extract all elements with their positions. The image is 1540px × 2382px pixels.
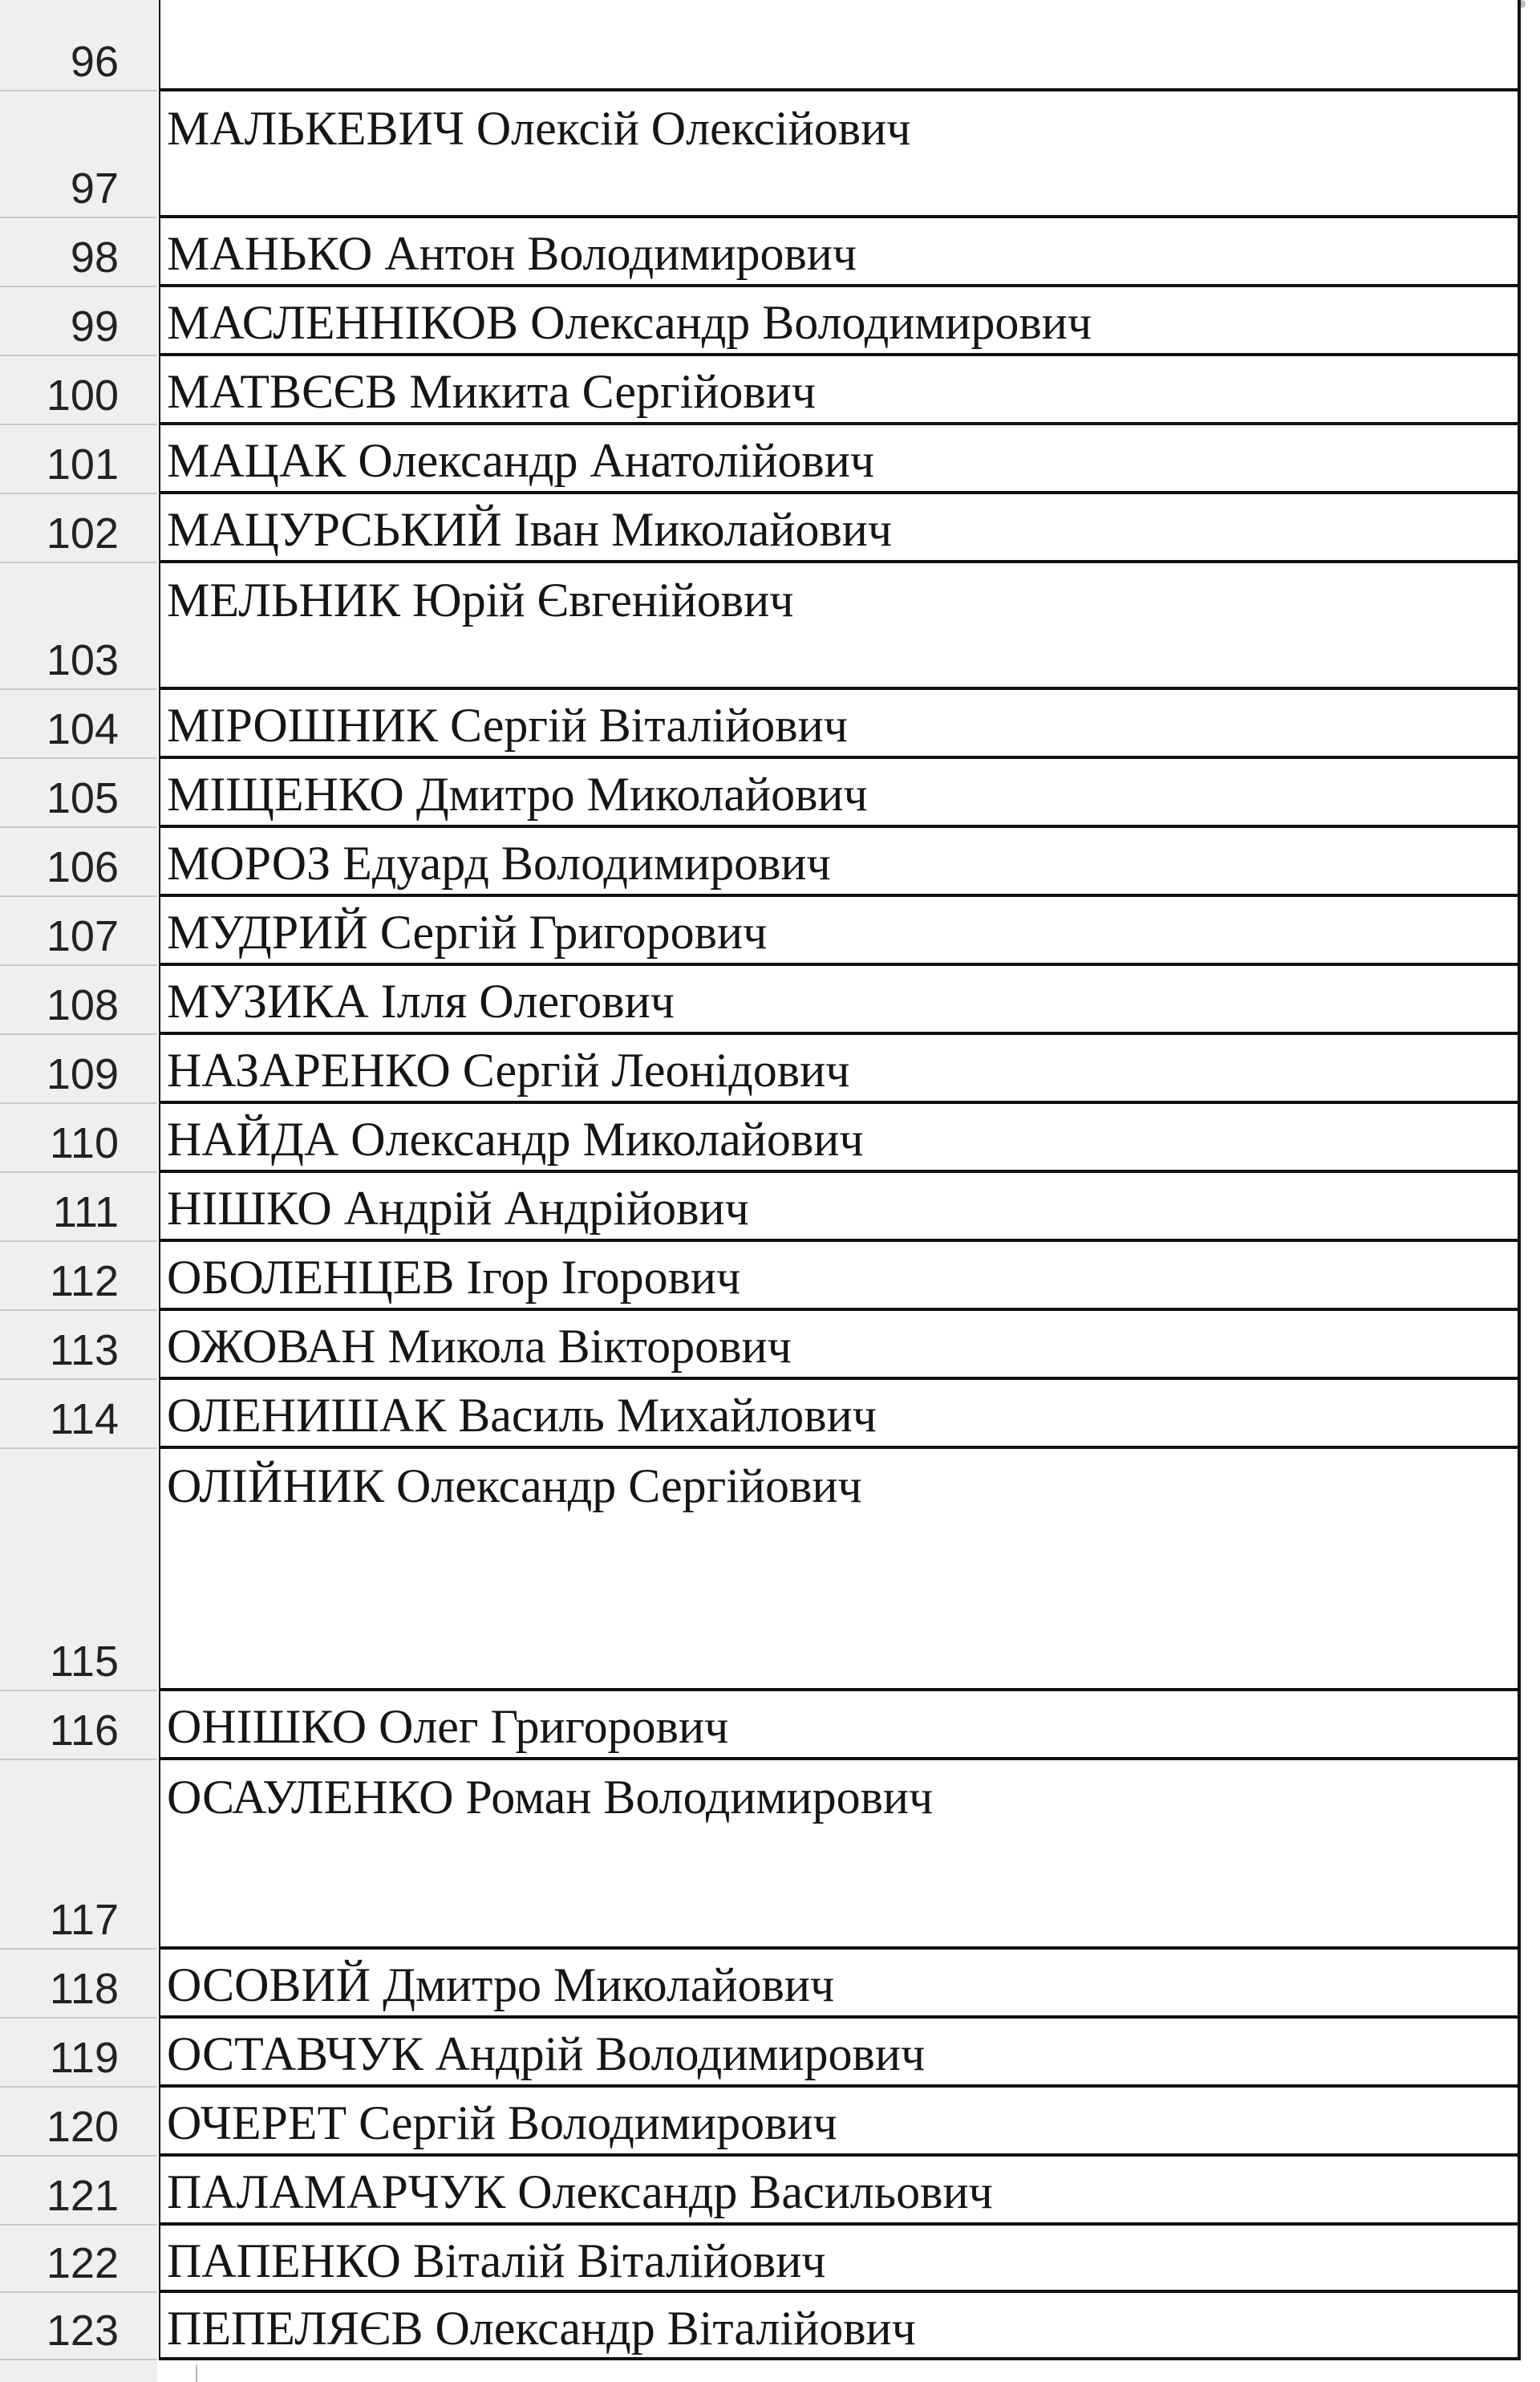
row-number: 116 xyxy=(49,1706,119,1755)
column-border xyxy=(1518,1950,1521,2019)
table-row[interactable] xyxy=(0,356,1540,425)
table-row[interactable] xyxy=(0,494,1540,563)
table-row[interactable] xyxy=(0,91,1540,218)
row-header[interactable] xyxy=(0,1691,157,1760)
cell-text: МАЦАК Олександр Анатолійович xyxy=(167,434,875,487)
cell-text: МАЦУРСЬКИЙ Іван Миколайович xyxy=(167,503,893,556)
table-row[interactable] xyxy=(0,759,1540,828)
name-cell[interactable] xyxy=(159,966,1518,1035)
column-border xyxy=(1518,218,1521,287)
table-row[interactable] xyxy=(0,966,1540,1035)
table-row[interactable] xyxy=(0,1173,1540,1242)
column-border xyxy=(1518,91,1521,218)
row-header[interactable] xyxy=(0,828,157,897)
cell-text: ОСАУЛЕНКО Роман Володимирович xyxy=(167,1771,934,1824)
column-border xyxy=(1518,1449,1521,1691)
row-number: 114 xyxy=(49,1395,119,1443)
table-row[interactable] xyxy=(0,1950,1540,2019)
table-row[interactable] xyxy=(0,1035,1540,1104)
name-cell[interactable] xyxy=(159,1691,1518,1760)
column-border xyxy=(1518,966,1521,1035)
name-cell[interactable] xyxy=(159,218,1518,287)
name-cell[interactable] xyxy=(159,1035,1518,1104)
column-border xyxy=(1518,494,1521,563)
name-cell[interactable] xyxy=(159,1950,1518,2019)
row-number: 115 xyxy=(49,1637,119,1686)
row-number: 117 xyxy=(49,1896,119,1944)
cell-text: ПЕПЕЛЯЄВ Олександр Віталійович xyxy=(167,2302,916,2355)
name-cell[interactable] xyxy=(159,2293,1518,2360)
cell-text: ОБОЛЕНЦЕВ Ігор Ігорович xyxy=(167,1251,741,1304)
column-border xyxy=(1518,1691,1521,1760)
row-number: 122 xyxy=(46,2239,119,2287)
row-number: 111 xyxy=(52,1188,119,1236)
column-border xyxy=(1518,897,1521,966)
table-row[interactable] xyxy=(0,1691,1540,1760)
column-border xyxy=(1518,690,1521,759)
column-border xyxy=(1518,1242,1521,1311)
cell-text: МУДРИЙ Сергій Григорович xyxy=(167,906,768,959)
row-header[interactable] xyxy=(0,966,157,1035)
table-row[interactable] xyxy=(0,1311,1540,1380)
row-number: 112 xyxy=(49,1257,119,1305)
row-header[interactable] xyxy=(0,494,157,563)
column-border xyxy=(1518,2226,1521,2293)
column-border xyxy=(1518,1760,1521,1950)
row-number: 118 xyxy=(49,1965,119,2013)
row-number: 103 xyxy=(46,636,119,684)
row-number: 97 xyxy=(70,164,119,213)
column-border xyxy=(1518,2088,1521,2157)
table-row[interactable] xyxy=(0,2088,1540,2157)
cell-text: ОЖОВАН Микола Вікторович xyxy=(167,1320,792,1373)
column-border xyxy=(1518,0,1521,91)
row-header[interactable] xyxy=(0,759,157,828)
column-border xyxy=(1518,1035,1521,1104)
row-header[interactable] xyxy=(0,2293,157,2360)
cell-text: МАТВЄЄВ Микита Сергійович xyxy=(167,365,817,418)
row-header[interactable] xyxy=(0,2088,157,2157)
row-number: 102 xyxy=(46,509,119,558)
cell-text: НАЙДА Олександр Миколайович xyxy=(167,1113,864,1166)
row-header[interactable] xyxy=(0,2157,157,2226)
column-border xyxy=(1518,2293,1521,2360)
row-number: 110 xyxy=(49,1119,119,1167)
table-row[interactable] xyxy=(0,425,1540,494)
name-cell[interactable] xyxy=(159,1760,1518,1950)
table-row[interactable] xyxy=(0,2019,1540,2088)
table-row[interactable] xyxy=(0,1104,1540,1173)
row-number: 123 xyxy=(46,2307,119,2355)
column-border xyxy=(1518,1173,1521,1242)
row-header[interactable] xyxy=(0,1760,157,1950)
row-number: 120 xyxy=(46,2103,119,2151)
row-header[interactable] xyxy=(0,0,157,91)
name-cell[interactable] xyxy=(159,1104,1518,1173)
row-number: 96 xyxy=(70,38,119,86)
next-row-stub xyxy=(0,2360,1540,2382)
cell-text: ОЛІЙНИК Олександр Сергійович xyxy=(167,1459,862,1512)
name-cell[interactable] xyxy=(159,1242,1518,1311)
name-cell[interactable] xyxy=(159,1449,1518,1691)
row-number: 105 xyxy=(46,774,119,822)
cell-text: МАСЛЕННІКОВ Олександр Володимирович xyxy=(167,296,1092,349)
row-number: 98 xyxy=(70,233,119,282)
row-number: 99 xyxy=(70,302,119,351)
name-cell[interactable] xyxy=(159,759,1518,828)
row-header[interactable] xyxy=(0,1104,157,1173)
row-header[interactable] xyxy=(0,1449,157,1691)
name-cell[interactable] xyxy=(159,2226,1518,2293)
column-border xyxy=(1518,2019,1521,2088)
column-border xyxy=(1518,2157,1521,2226)
row-header[interactable] xyxy=(0,563,157,690)
row-number: 121 xyxy=(46,2172,119,2220)
name-cell[interactable] xyxy=(159,356,1518,425)
column-border xyxy=(1518,1311,1521,1380)
name-cell[interactable] xyxy=(159,2019,1518,2088)
row-header-stub xyxy=(0,2360,157,2382)
row-header[interactable] xyxy=(0,1173,157,1242)
row-number: 100 xyxy=(46,371,119,420)
name-cell[interactable] xyxy=(159,1380,1518,1449)
table-row[interactable] xyxy=(0,1380,1540,1449)
cell-text: МОРОЗ Едуард Володимирович xyxy=(167,837,831,890)
name-cell[interactable] xyxy=(159,1311,1518,1380)
row-number: 107 xyxy=(46,912,119,960)
row-number: 104 xyxy=(46,705,119,753)
row-header[interactable] xyxy=(0,356,157,425)
table-row[interactable] xyxy=(0,0,1540,91)
name-cell[interactable] xyxy=(159,690,1518,759)
row-header[interactable] xyxy=(0,2226,157,2293)
column-border xyxy=(1518,828,1521,897)
table-row[interactable] xyxy=(0,828,1540,897)
column-border xyxy=(1518,287,1521,356)
cell-text: МІЩЕНКО Дмитро Миколайович xyxy=(167,768,868,821)
column-border xyxy=(1518,759,1521,828)
row-number: 108 xyxy=(46,981,119,1029)
cell-text: НАЗАРЕНКО Сергій Леонідович xyxy=(167,1044,850,1097)
row-number: 113 xyxy=(49,1326,119,1374)
cell-text: МУЗИКА Ілля Олегович xyxy=(167,975,675,1028)
row-header[interactable] xyxy=(0,1242,157,1311)
row-header[interactable] xyxy=(0,2019,157,2088)
table-row[interactable] xyxy=(0,1449,1540,1691)
column-border xyxy=(1518,563,1521,690)
column-border xyxy=(1518,356,1521,425)
cell-text: ОЛЕНИШАК Василь Михайлович xyxy=(167,1389,877,1442)
name-cell[interactable] xyxy=(159,287,1518,356)
name-cell[interactable] xyxy=(159,91,1518,218)
cell-text: ПАПЕНКО Віталій Віталійович xyxy=(167,2234,826,2287)
row-header[interactable] xyxy=(0,1950,157,2019)
row-header[interactable] xyxy=(0,897,157,966)
row-number: 109 xyxy=(46,1050,119,1098)
column-border xyxy=(1518,1380,1521,1449)
name-cell[interactable] xyxy=(159,0,1518,91)
cell-text: ОЧЕРЕТ Сергій Володимирович xyxy=(167,2096,837,2149)
table-row[interactable] xyxy=(0,218,1540,287)
name-cell[interactable] xyxy=(159,1173,1518,1242)
name-cell[interactable] xyxy=(159,494,1518,563)
cell-text: ПАЛАМАРЧУК Олександр Васильович xyxy=(167,2165,993,2218)
row-header[interactable] xyxy=(0,287,157,356)
cell-text: МАНЬКО Антон Володимирович xyxy=(167,227,857,280)
row-header[interactable] xyxy=(0,425,157,494)
cell-text: МІРОШНИК Сергій Віталійович xyxy=(167,699,848,752)
row-number: 101 xyxy=(46,440,119,489)
cell-text: НІШКО Андрій Андрійович xyxy=(167,1182,749,1235)
row-number: 119 xyxy=(49,2034,119,2082)
cell-text: МЕЛЬНИК Юрій Євгенійович xyxy=(167,574,794,627)
row-header[interactable] xyxy=(0,91,157,218)
table-row[interactable] xyxy=(0,1242,1540,1311)
column-border xyxy=(1518,1104,1521,1173)
grid-line xyxy=(196,2365,197,2382)
name-cell[interactable] xyxy=(159,828,1518,897)
table-row[interactable] xyxy=(0,690,1540,759)
name-cell[interactable] xyxy=(159,2088,1518,2157)
name-cell[interactable] xyxy=(159,897,1518,966)
table-row[interactable] xyxy=(0,2293,1540,2360)
table-row[interactable] xyxy=(0,897,1540,966)
row-header[interactable] xyxy=(0,1035,157,1104)
table-row[interactable] xyxy=(0,1760,1540,1950)
table-row[interactable] xyxy=(0,2226,1540,2293)
row-header[interactable] xyxy=(0,690,157,759)
cell-text: ОСОВИЙ Дмитро Миколайович xyxy=(167,1958,835,2011)
cell-text: МАЛЬКЕВИЧ Олексій Олексійович xyxy=(167,102,911,155)
cell-text: ОНІШКО Олег Григорович xyxy=(167,1700,729,1753)
row-number: 106 xyxy=(46,843,119,891)
cell-text: ОСТАВЧУК Андрій Володимирович xyxy=(167,2027,926,2080)
name-cell[interactable] xyxy=(159,425,1518,494)
row-header[interactable] xyxy=(0,218,157,287)
row-header[interactable] xyxy=(0,1311,157,1380)
table-row[interactable] xyxy=(0,2157,1540,2226)
name-cell[interactable] xyxy=(159,563,1518,690)
table-row[interactable] xyxy=(0,563,1540,690)
table-row[interactable] xyxy=(0,287,1540,356)
row-header[interactable] xyxy=(0,1380,157,1449)
name-cell[interactable] xyxy=(159,2157,1518,2226)
column-border xyxy=(1518,425,1521,494)
